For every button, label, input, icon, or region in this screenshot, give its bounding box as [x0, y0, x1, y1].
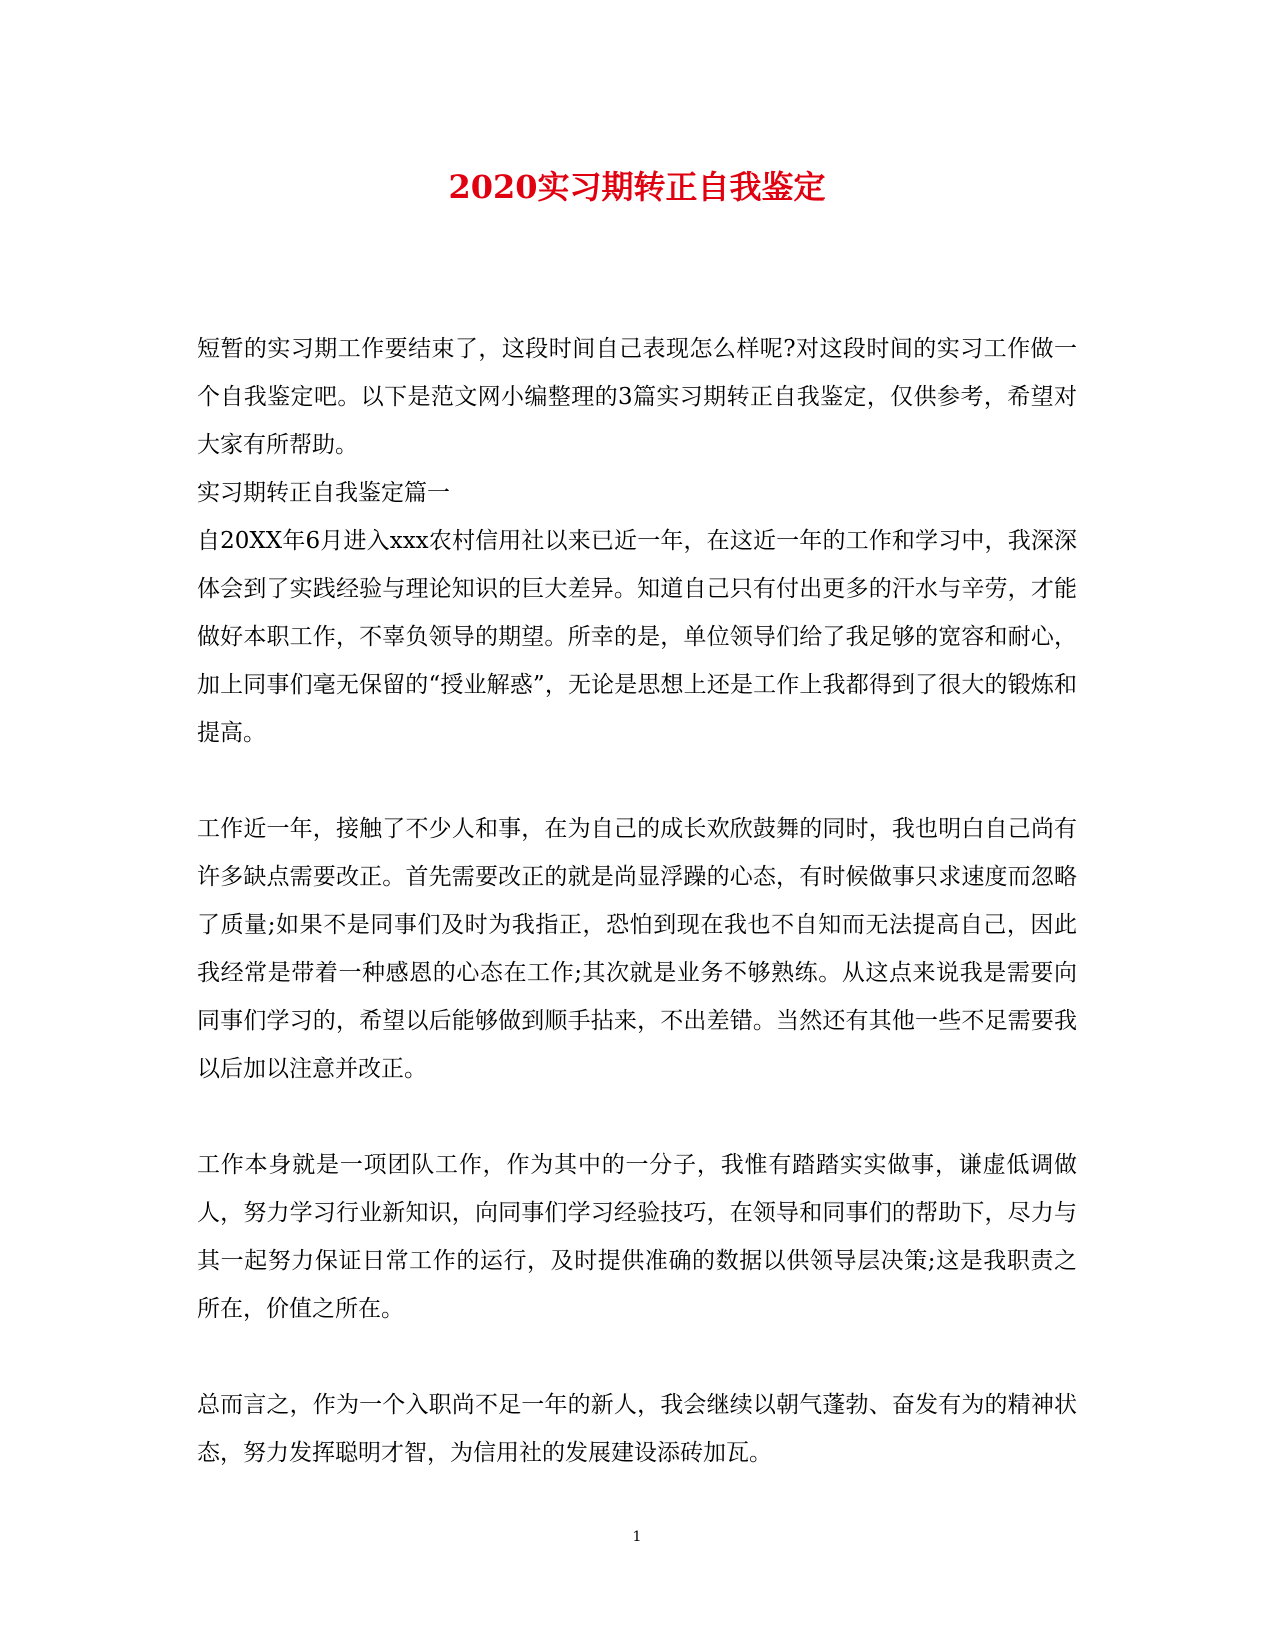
body-paragraph-1: 自20XX年6月进入xxx农村信用社以来已近一年，在这近一年的工作和学习中，我深深体会到了实践经验与理论知识的巨大差异。知道自己只有付出更多的汗水与辛劳，才能做好本职工作，不辜负领导的期望。所幸的是，单位领导们给了我足够的宽容和耐心，加上同事们毫无保留的“授业解惑”，无论是思想上还是工作上我都得到了很大的锻炼和提高。 — [197, 528, 1077, 746]
document-title: 2020实习期转正自我鉴定 — [448, 168, 826, 206]
paragraph-spacer — [197, 1093, 1077, 1141]
section-heading: 实习期转正自我鉴定篇一 — [197, 480, 450, 506]
paragraph-spacer — [197, 1333, 1077, 1381]
body-paragraph-4: 总而言之，作为一个入职尚不足一年的新人，我会继续以朝气蓬勃、奋发有为的精神状态，努力发挥聪明才智，为信用社的发展建设添砖加瓦。 — [197, 1392, 1077, 1466]
document-body — [197, 325, 1077, 1477]
intro-paragraph: 短暂的实习期工作要结束了，这段时间自己表现怎么样呢?对这段时间的实习工作做一个自我鉴定吧。以下是范文网小编整理的3篇实习期转正自我鉴定，仅供参考，希望对大家有所帮助。 — [197, 336, 1077, 458]
paragraph-spacer — [197, 757, 1077, 805]
body-paragraph-3: 工作本身就是一项团队工作，作为其中的一分子，我惟有踏踏实实做事，谦虚低调做人，努力学习行业新知识，向同事们学习经验技巧，在领导和同事们的帮助下，尽力与其一起努力保证日常工作的运行，及时提供准确的数据以供领导层决策;这是我职责之所在，价值之所在。 — [197, 1152, 1077, 1322]
page-number: 1 — [632, 1529, 642, 1545]
body-paragraph-2: 工作近一年，接触了不少人和事，在为自己的成长欢欣鼓舞的同时，我也明白自己尚有许多缺点需要改正。首先需要改正的就是尚显浮躁的心态，有时候做事只求速度而忽略了质量;如果不是同事们及时为我指正，恐怕到现在我也不自知而无法提高自己，因此我经常是带着一种感恩的心态在工作;其次就是业务不够熟练。从这点来说我是需要向同事们学习的，希望以后能够做到顺手拈来，不出差错。当然还有其他一些不足需要我以后加以注意并改正。 — [197, 816, 1077, 1082]
